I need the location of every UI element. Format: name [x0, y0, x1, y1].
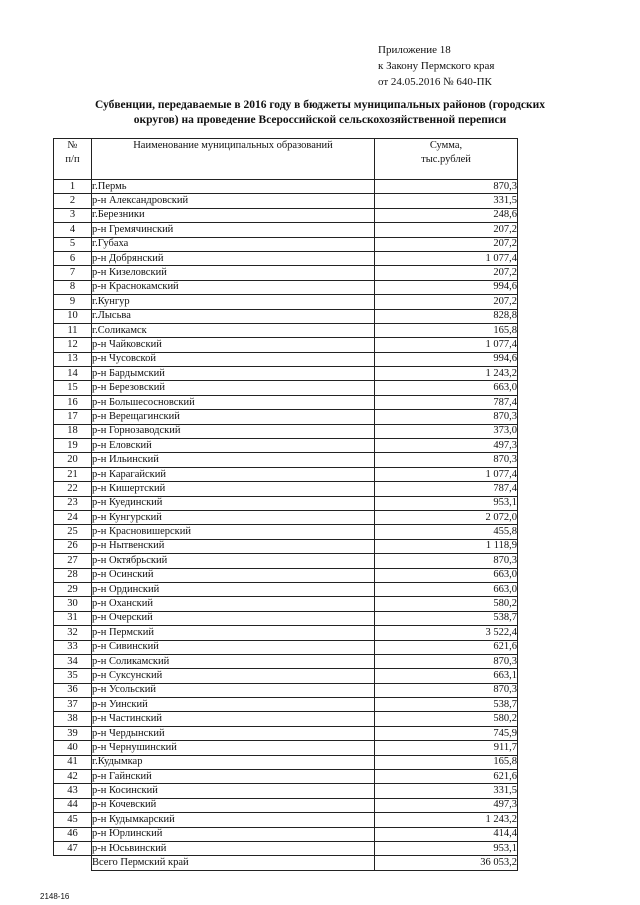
table-row	[54, 367, 518, 381]
row-number: 41	[54, 755, 92, 769]
row-number: 5	[54, 237, 92, 251]
row-name: р-н Косинский	[92, 784, 375, 798]
row-name: г.Лысьва	[92, 309, 375, 323]
table-row	[54, 741, 518, 755]
row-sum: 994,6	[375, 352, 518, 366]
row-sum: 414,4	[375, 827, 518, 841]
table-row	[54, 482, 518, 496]
header-num	[54, 139, 92, 180]
table-row	[54, 582, 518, 596]
row-number: 44	[54, 798, 92, 812]
row-name: р-н Березовский	[92, 381, 375, 395]
row-name: р-н Чусовской	[92, 352, 375, 366]
row-sum: 745,9	[375, 726, 518, 740]
table-row	[54, 194, 518, 208]
row-sum: 373,0	[375, 424, 518, 438]
header-name: Наименование муниципальных образований	[92, 139, 375, 180]
table-row	[54, 611, 518, 625]
table-row	[54, 568, 518, 582]
row-sum: 165,8	[375, 755, 518, 769]
row-name: р-н Верещагинский	[92, 410, 375, 424]
row-number: 27	[54, 554, 92, 568]
row-name: р-н Карагайский	[92, 467, 375, 481]
table-row	[54, 338, 518, 352]
row-name: р-н Сивинский	[92, 640, 375, 654]
table-row	[54, 453, 518, 467]
row-sum: 663,0	[375, 568, 518, 582]
row-sum: 663,1	[375, 669, 518, 683]
row-name: р-н Кунгурский	[92, 510, 375, 524]
row-sum: 2 072,0	[375, 510, 518, 524]
row-name: г.Кудымкар	[92, 755, 375, 769]
row-name: р-н Гайнский	[92, 770, 375, 784]
header-num-line-2: п/п	[65, 154, 80, 165]
row-name: р-н Гремячинский	[92, 223, 375, 237]
document-title	[40, 98, 600, 128]
header-sum-line-1: Сумма,	[429, 140, 463, 151]
row-name: р-н Ординский	[92, 582, 375, 596]
row-sum: 455,8	[375, 525, 518, 539]
row-name: г.Соликамск	[92, 323, 375, 337]
row-sum: 331,5	[375, 194, 518, 208]
row-name: р-н Суксунский	[92, 669, 375, 683]
row-number: 2	[54, 194, 92, 208]
row-name: р-н Очерский	[92, 611, 375, 625]
row-name: р-н Юрлинский	[92, 827, 375, 841]
document-code: 2148-16	[40, 892, 70, 901]
total-sum: 36 053,2	[375, 856, 518, 870]
row-number: 38	[54, 712, 92, 726]
row-number: 19	[54, 439, 92, 453]
row-number: 29	[54, 582, 92, 596]
row-sum: 787,4	[375, 482, 518, 496]
row-sum: 580,2	[375, 597, 518, 611]
table-row	[54, 510, 518, 524]
row-number: 6	[54, 251, 92, 265]
row-sum: 207,2	[375, 266, 518, 280]
table-row	[54, 770, 518, 784]
row-number: 13	[54, 352, 92, 366]
row-name: р-н Кочевский	[92, 798, 375, 812]
row-sum: 663,0	[375, 582, 518, 596]
row-number: 11	[54, 323, 92, 337]
row-sum: 497,3	[375, 439, 518, 453]
table-row	[54, 626, 518, 640]
appendix-line-2: к Закону Пермского края	[378, 60, 495, 72]
table-row	[54, 712, 518, 726]
table-row	[54, 755, 518, 769]
row-number: 32	[54, 626, 92, 640]
row-number: 3	[54, 208, 92, 222]
row-sum: 331,5	[375, 784, 518, 798]
row-name: р-н Краснокамский	[92, 280, 375, 294]
row-number: 28	[54, 568, 92, 582]
row-sum: 497,3	[375, 798, 518, 812]
table-row	[54, 467, 518, 481]
table-row	[54, 280, 518, 294]
header-sum	[375, 139, 518, 180]
row-name: р-н Куединский	[92, 496, 375, 510]
row-name: г.Кунгур	[92, 295, 375, 309]
row-number: 37	[54, 698, 92, 712]
row-number: 12	[54, 338, 92, 352]
table-row	[54, 395, 518, 409]
row-sum: 580,2	[375, 712, 518, 726]
total-num-cell	[54, 856, 92, 870]
row-name: г.Березники	[92, 208, 375, 222]
row-number: 1	[54, 180, 92, 194]
row-number: 15	[54, 381, 92, 395]
row-number: 16	[54, 395, 92, 409]
row-number: 24	[54, 510, 92, 524]
row-number: 17	[54, 410, 92, 424]
row-sum: 207,2	[375, 237, 518, 251]
row-name: р-н Чайковский	[92, 338, 375, 352]
row-number: 14	[54, 367, 92, 381]
row-number: 43	[54, 784, 92, 798]
table-row	[54, 266, 518, 280]
title-line-1: Субвенции, передаваемые в 2016 году в бюджеты муниципальных районов (городских	[94, 99, 546, 111]
row-name: р-н Красновишерский	[92, 525, 375, 539]
row-name: р-н Еловский	[92, 439, 375, 453]
row-number: 7	[54, 266, 92, 280]
table-row	[54, 525, 518, 539]
row-name: р-н Кишертский	[92, 482, 375, 496]
row-sum: 3 522,4	[375, 626, 518, 640]
row-number: 25	[54, 525, 92, 539]
row-name: р-н Юсьвинский	[92, 841, 375, 855]
row-sum: 538,7	[375, 611, 518, 625]
row-name: р-н Кизеловский	[92, 266, 375, 280]
table-row	[54, 439, 518, 453]
row-name: р-н Кудымкарский	[92, 813, 375, 827]
row-name: р-н Добрянский	[92, 251, 375, 265]
header-sum-line-2: тыс.рублей	[421, 154, 471, 165]
appendix-line-3: от 24.05.2016 № 640-ПК	[378, 76, 492, 88]
row-number: 9	[54, 295, 92, 309]
table-row	[54, 683, 518, 697]
row-sum: 870,3	[375, 683, 518, 697]
row-number: 4	[54, 223, 92, 237]
row-sum: 828,8	[375, 309, 518, 323]
row-name: р-н Большесосновский	[92, 395, 375, 409]
row-sum: 1 077,4	[375, 467, 518, 481]
row-name: р-н Усольский	[92, 683, 375, 697]
table-row	[54, 496, 518, 510]
table-row	[54, 841, 518, 855]
row-number: 30	[54, 597, 92, 611]
table-row	[54, 654, 518, 668]
table-row	[54, 424, 518, 438]
row-sum: 994,6	[375, 280, 518, 294]
row-number: 34	[54, 654, 92, 668]
table-row	[54, 827, 518, 841]
row-sum: 953,1	[375, 496, 518, 510]
row-number: 21	[54, 467, 92, 481]
row-name: р-н Ильинский	[92, 453, 375, 467]
row-name: р-н Оханский	[92, 597, 375, 611]
table-row	[54, 784, 518, 798]
row-number: 42	[54, 770, 92, 784]
row-sum: 870,3	[375, 410, 518, 424]
row-sum: 663,0	[375, 381, 518, 395]
row-sum: 1 077,4	[375, 338, 518, 352]
row-sum: 1 077,4	[375, 251, 518, 265]
row-name: р-н Осинский	[92, 568, 375, 582]
table-row	[54, 180, 518, 194]
row-sum: 870,3	[375, 654, 518, 668]
table-row	[54, 352, 518, 366]
row-number: 31	[54, 611, 92, 625]
row-sum: 621,6	[375, 770, 518, 784]
row-name: р-н Пермский	[92, 626, 375, 640]
table-body	[54, 180, 518, 856]
row-number: 26	[54, 539, 92, 553]
row-name: р-н Частинский	[92, 712, 375, 726]
total-label: Всего Пермский край	[92, 856, 375, 870]
row-sum: 787,4	[375, 395, 518, 409]
table-row	[54, 640, 518, 654]
row-sum: 911,7	[375, 741, 518, 755]
table-row	[54, 251, 518, 265]
row-number: 36	[54, 683, 92, 697]
row-name: р-н Горнозаводский	[92, 424, 375, 438]
appendix-block	[378, 42, 494, 90]
row-sum: 870,3	[375, 180, 518, 194]
table-row	[54, 223, 518, 237]
table-row	[54, 813, 518, 827]
row-name: р-н Бардымский	[92, 367, 375, 381]
row-sum: 621,6	[375, 640, 518, 654]
row-sum: 870,3	[375, 554, 518, 568]
subsidies-table	[53, 138, 518, 871]
table-row	[54, 539, 518, 553]
table-row	[54, 669, 518, 683]
table-row	[54, 410, 518, 424]
row-sum: 870,3	[375, 453, 518, 467]
table-row	[54, 726, 518, 740]
table-row	[54, 295, 518, 309]
row-sum: 165,8	[375, 323, 518, 337]
row-name: р-н Октябрьский	[92, 554, 375, 568]
row-number: 10	[54, 309, 92, 323]
row-name: р-н Чердынский	[92, 726, 375, 740]
row-sum: 953,1	[375, 841, 518, 855]
row-sum: 207,2	[375, 223, 518, 237]
total-row	[54, 856, 518, 870]
row-sum: 538,7	[375, 698, 518, 712]
row-sum: 1 243,2	[375, 813, 518, 827]
row-number: 39	[54, 726, 92, 740]
table-row	[54, 554, 518, 568]
row-sum: 1 243,2	[375, 367, 518, 381]
row-number: 45	[54, 813, 92, 827]
row-name: р-н Уинский	[92, 698, 375, 712]
row-number: 8	[54, 280, 92, 294]
row-number: 47	[54, 841, 92, 855]
row-name: р-н Александровский	[92, 194, 375, 208]
table-row	[54, 597, 518, 611]
row-number: 23	[54, 496, 92, 510]
table-row	[54, 323, 518, 337]
table-header-row	[54, 139, 518, 180]
row-name: г.Пермь	[92, 180, 375, 194]
row-name: р-н Чернушинский	[92, 741, 375, 755]
appendix-line-1: Приложение 18	[378, 44, 451, 56]
row-sum: 1 118,9	[375, 539, 518, 553]
row-sum: 207,2	[375, 295, 518, 309]
title-line-2: округов) на проведение Всероссийской сельскохозяйственной переписи	[133, 114, 507, 126]
row-number: 22	[54, 482, 92, 496]
row-number: 35	[54, 669, 92, 683]
row-number: 40	[54, 741, 92, 755]
table-row	[54, 237, 518, 251]
table-row	[54, 381, 518, 395]
table-row	[54, 798, 518, 812]
row-name: р-н Нытвенский	[92, 539, 375, 553]
row-number: 33	[54, 640, 92, 654]
row-number: 20	[54, 453, 92, 467]
header-num-line-1: №	[67, 140, 78, 151]
table-row	[54, 208, 518, 222]
row-sum: 248,6	[375, 208, 518, 222]
table-row	[54, 309, 518, 323]
row-name: г.Губаха	[92, 237, 375, 251]
row-name: р-н Соликамский	[92, 654, 375, 668]
row-number: 18	[54, 424, 92, 438]
table-row	[54, 698, 518, 712]
row-number: 46	[54, 827, 92, 841]
